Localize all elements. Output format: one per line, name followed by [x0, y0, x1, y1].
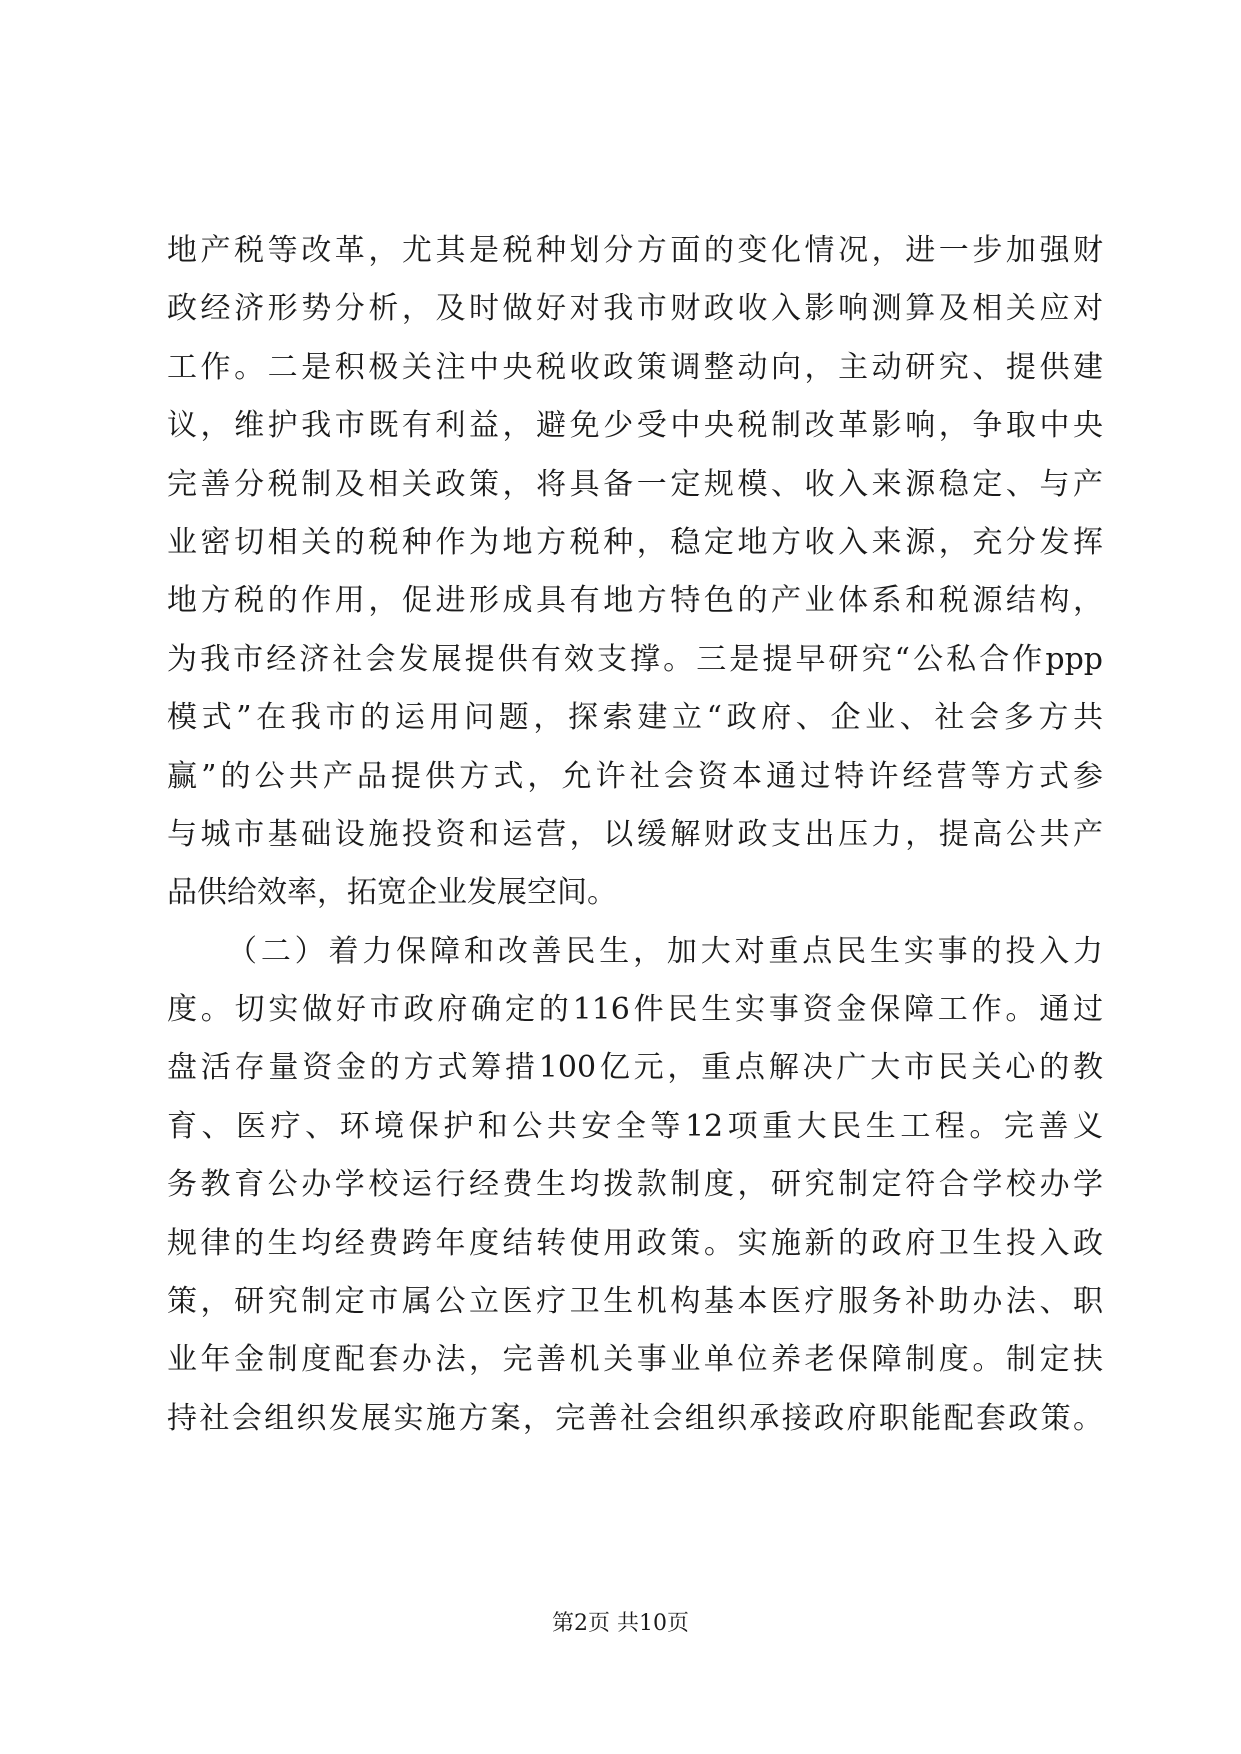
text-line: 策，研究制定市属公立医疗卫生机构基本医疗服务补助办法、职 — [167, 1284, 1103, 1320]
text-line-heading-indented: （二）着力保障和改善民生，加大对重点民生实事的投入力 — [227, 933, 1103, 969]
text-line: 育、医疗、环境保护和公共安全等12项重大民生工程。完善义 — [167, 1108, 1103, 1144]
text-line: 工作。二是积极关注中央税收政策调整动向，主动研究、提供建 — [167, 349, 1103, 385]
text-line: 议，维护我市既有利益，避免少受中央税制改革影响，争取中央 — [167, 408, 1103, 444]
text-line: 持社会组织发展实施方案，完善社会组织承接政府职能配套政策。 — [167, 1400, 1103, 1436]
text-line: 地产税等改革，尤其是税种划分方面的变化情况，进一步加强财 — [167, 233, 1103, 268]
text-line: 度。切实做好市政府确定的116件民生实事资金保障工作。通过 — [167, 992, 1103, 1028]
text-line: 业密切相关的税种作为地方税种，稳定地方收入来源，充分发挥 — [167, 524, 1103, 560]
text-line-paragraph-end: 品供给效率，拓宽企业发展空间。 — [167, 875, 617, 911]
text-line: 规律的生均经费跨年度结转使用政策。实施新的政府卫生投入政 — [167, 1225, 1103, 1261]
page-number-footer: 第2页 共10页 — [552, 1611, 689, 1636]
text-line: 业年金制度配套办法，完善机关事业单位养老保障制度。制定扶 — [167, 1342, 1103, 1378]
text-line: 地方税的作用，促进形成具有地方特色的产业体系和税源结构， — [167, 583, 1103, 619]
text-line: 务教育公办学校运行经费生均拨款制度，研究制定符合学校办学 — [167, 1167, 1103, 1203]
text-line: 盘活存量资金的方式筹措100亿元，重点解决广大市民关心的教 — [167, 1050, 1103, 1086]
text-line: 为我市经济社会发展提供有效支撑。三是提早研究“公私合作ppp — [167, 641, 1103, 677]
text-line: 与城市基础设施投资和运营，以缓解财政支出压力，提高公共产 — [167, 816, 1103, 852]
text-line: 完善分税制及相关政策，将具备一定规模、收入来源稳定、与产 — [167, 466, 1103, 502]
text-line: 模式”在我市的运用问题，探索建立“政府、企业、社会多方共 — [167, 700, 1103, 736]
text-line: 赢”的公共产品提供方式，允许社会资本通过特许经营等方式参 — [167, 758, 1103, 794]
text-line: 政经济形势分析，及时做好对我市财政收入影响测算及相关应对 — [167, 291, 1103, 327]
body-text — [167, 222, 1103, 1448]
